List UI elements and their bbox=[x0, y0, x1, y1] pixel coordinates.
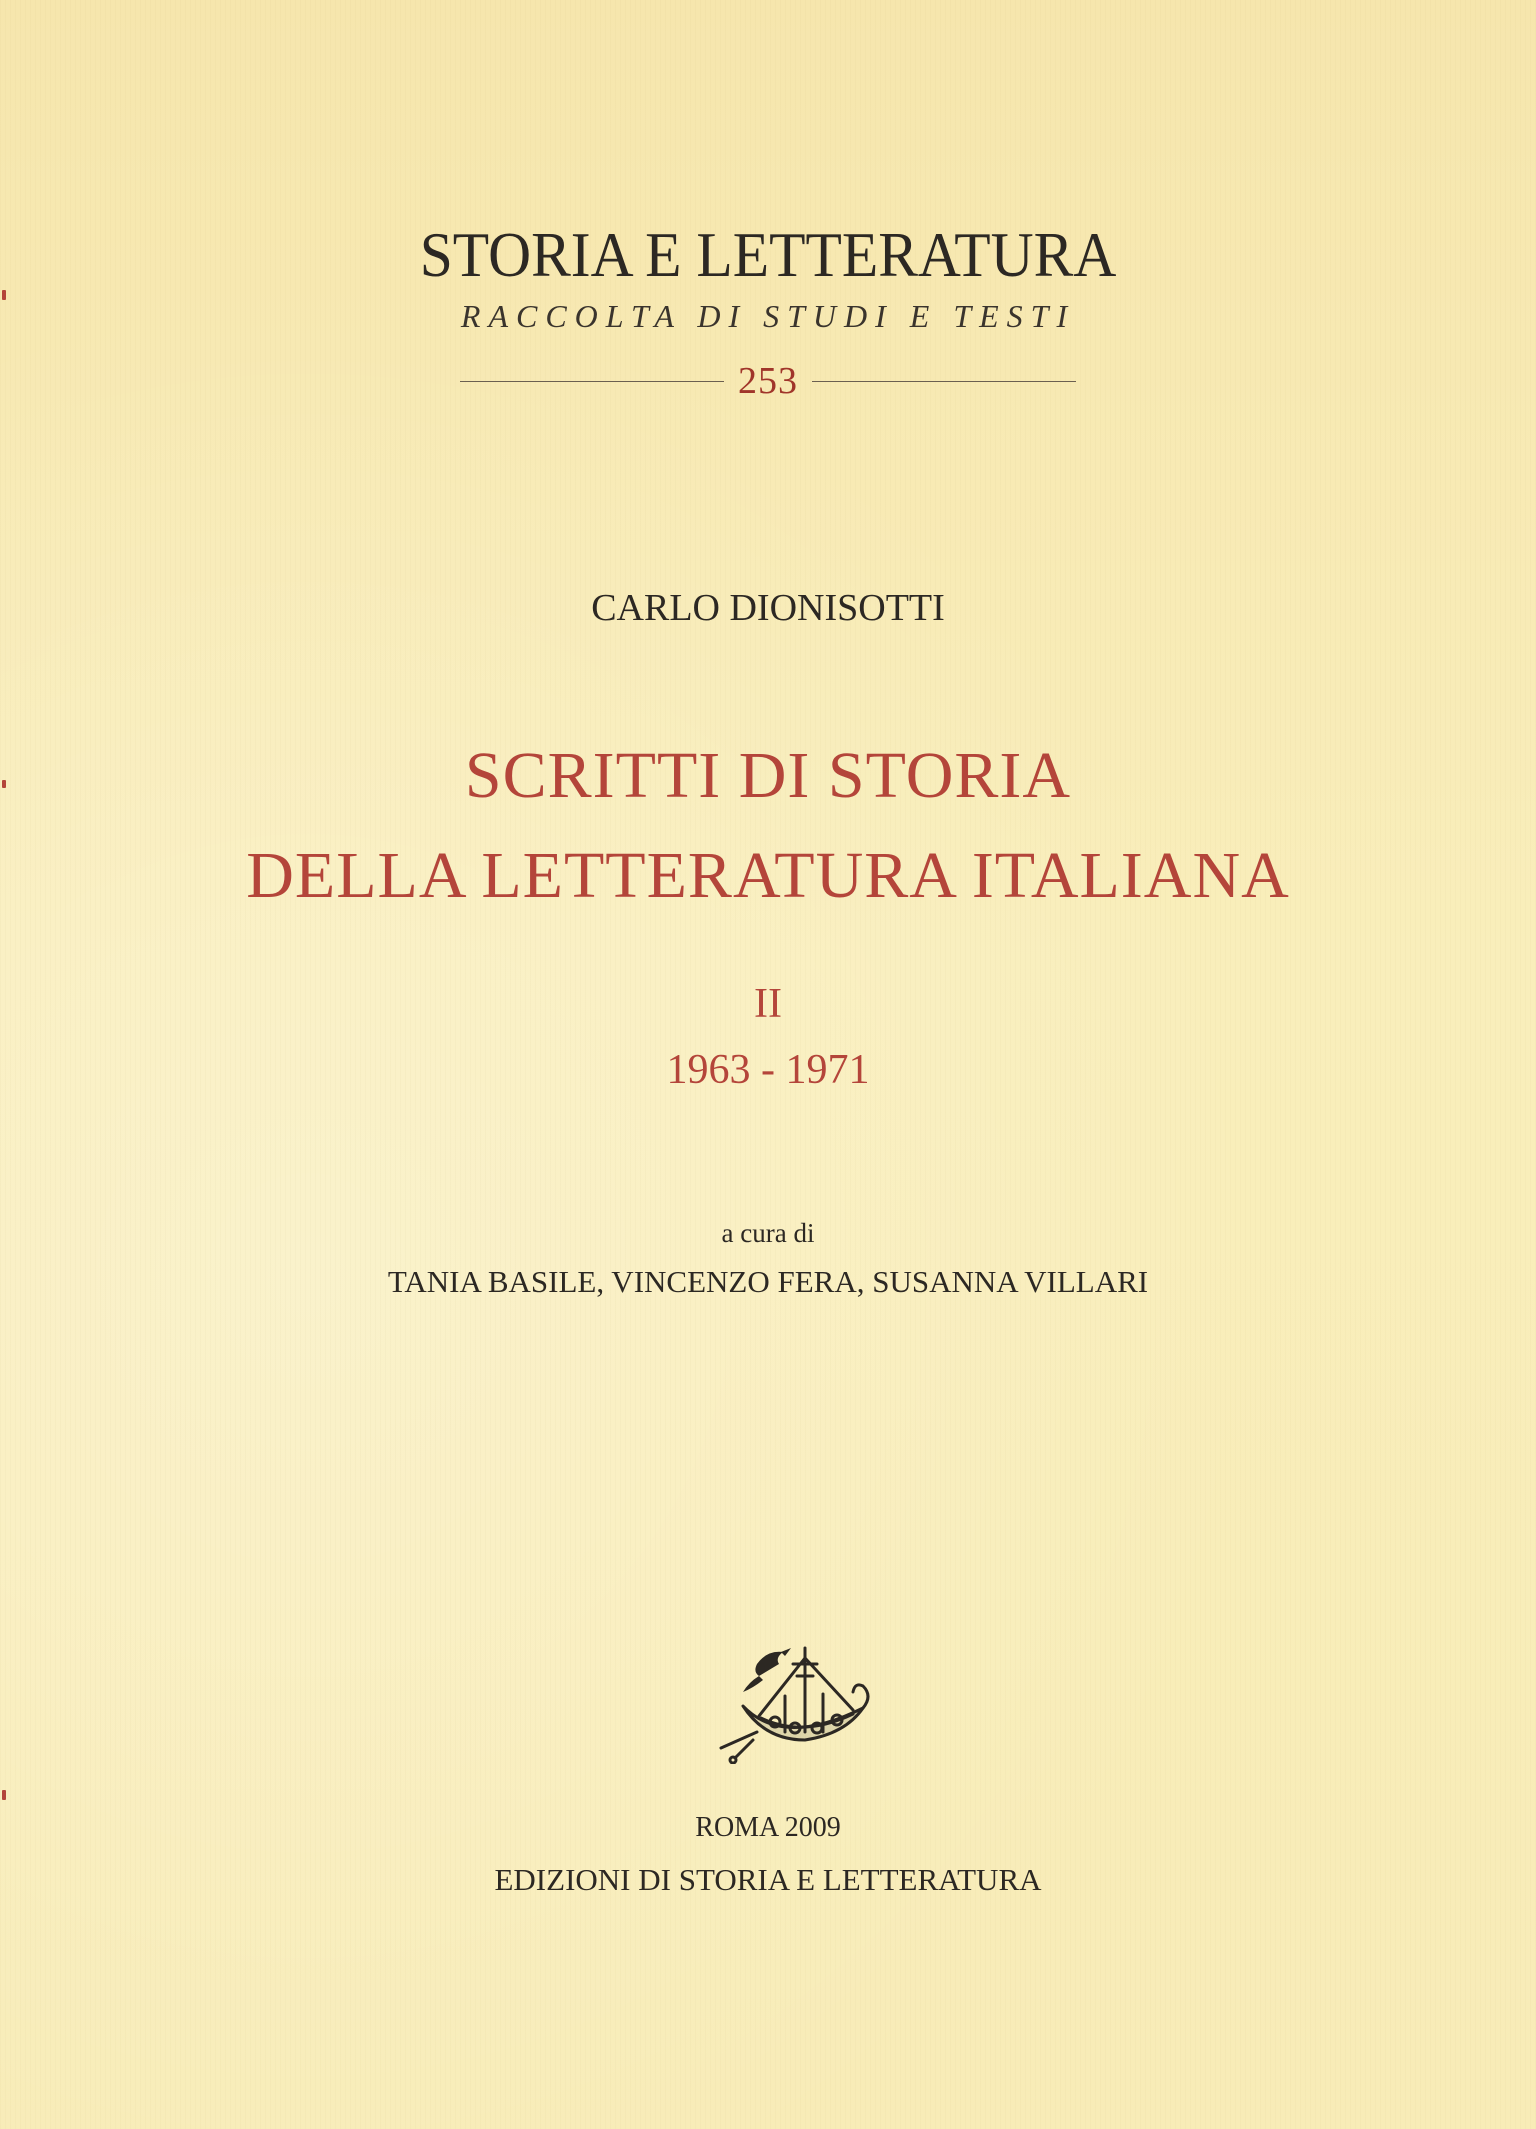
author-name: CARLO DIONISOTTI bbox=[591, 587, 945, 629]
imprint-publisher: EDIZIONI DI STORIA E LETTERATURA bbox=[494, 1862, 1042, 1897]
left-rule-divider bbox=[460, 381, 724, 382]
edge-speck bbox=[2, 780, 6, 788]
series-title: STORIA E LETTERATURA bbox=[419, 219, 1117, 290]
edge-speck bbox=[2, 1790, 6, 1800]
editors-names: TANIA BASILE, VINCENZO FERA, SUSANNA VILLARI bbox=[387, 1264, 1149, 1299]
ship-with-bird-emblem-icon bbox=[713, 1636, 873, 1764]
book-title-line-2: DELLA LETTERATURA ITALIANA bbox=[246, 839, 1290, 912]
book-title-line-1: SCRITTI DI STORIA bbox=[464, 739, 1072, 812]
right-rule-divider bbox=[812, 381, 1076, 382]
imprint-place-year: ROMA 2009 bbox=[695, 1812, 841, 1843]
series-subtitle: RACCOLTA DI STUDI E TESTI bbox=[460, 298, 1076, 334]
edge-speck bbox=[2, 290, 6, 300]
edited-by-label: a cura di bbox=[721, 1218, 815, 1248]
series-number-row bbox=[460, 356, 1076, 406]
volume-years: 1963 - 1971 bbox=[666, 1047, 870, 1093]
series-number: 253 bbox=[738, 360, 798, 402]
volume-number: II bbox=[754, 981, 782, 1027]
